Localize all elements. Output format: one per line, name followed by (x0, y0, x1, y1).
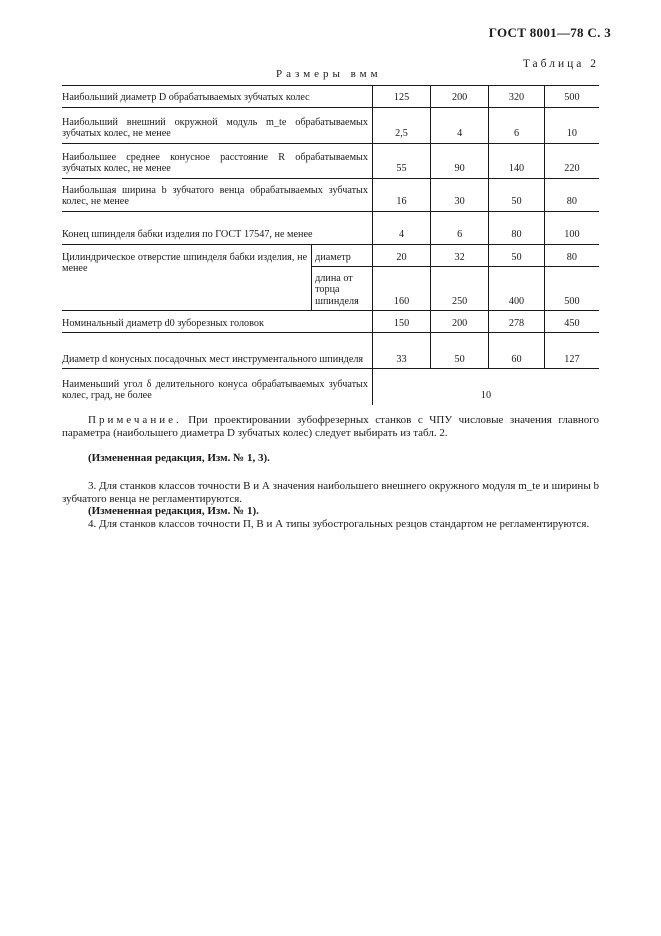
table-cell: 4 (431, 107, 489, 143)
table-cell: 6 (489, 107, 545, 143)
row-label: Конец шпинделя бабки изделия по ГОСТ 17547, не менее (62, 211, 372, 244)
table-row (62, 244, 599, 267)
table-cell: 80 (544, 178, 599, 211)
table-row (62, 369, 599, 405)
table-cell: 400 (489, 267, 545, 311)
row-label: Цилиндрическое отверстие шпинделя бабки изделия, не менее (62, 244, 312, 311)
paragraph-4 (62, 518, 599, 531)
table-cell: 50 (431, 333, 489, 369)
table-cell: 60 (489, 333, 545, 369)
table-cell: 127 (544, 333, 599, 369)
table-cell: 100 (544, 211, 599, 244)
table-cell: 55 (372, 143, 430, 178)
table-cell: 80 (544, 244, 599, 267)
parameters-table (62, 85, 599, 405)
table-cell: 278 (489, 311, 545, 333)
row-label: Номинальный диаметр d0 зуборезных головок (62, 311, 372, 333)
table-cell: 90 (431, 143, 489, 178)
row-label: Наибольший диаметр D обрабатываемых зубчатых колес (62, 86, 372, 108)
table-cell: 33 (372, 333, 430, 369)
note-paragraph (62, 414, 599, 439)
table-row (62, 86, 599, 108)
table-cell: 20 (372, 244, 430, 267)
table-cell: 80 (489, 211, 545, 244)
row-label: Наименьший угол δ делительного конуса обрабатываемых зубчатых колес, град, не более (62, 369, 372, 405)
table-cell: 6 (431, 211, 489, 244)
table-cell: 500 (564, 295, 580, 307)
edition-text: (Измененная редакция, Изм. № 1, 3). (88, 452, 270, 464)
paragraph-text: 3. Для станков классов точности В и А значения наибольшего внешнего окружного модуля m_te и ширины b зубчатого венца не регламентируются. (62, 480, 599, 505)
table-cell: 2,5 (372, 107, 430, 143)
table-cell: 50 (489, 178, 545, 211)
table-cell: 200 (431, 86, 489, 108)
table-cell: 320 (489, 86, 545, 108)
row-label: Наибольший внешний окружной модуль m_te обрабатываемых зубчатых колес, не менее (62, 107, 372, 143)
table-row (62, 107, 599, 143)
table-cell: 125 (372, 86, 430, 108)
sub-label: диаметр (312, 244, 373, 267)
table-row (62, 143, 599, 178)
table-cell: 10 (544, 107, 599, 143)
table-cell: 250 (431, 267, 489, 311)
edition-note-2 (62, 505, 599, 518)
note-label: Примечание. (88, 414, 182, 426)
table-cell: 450 (544, 311, 599, 333)
table-cell: 30 (431, 178, 489, 211)
note-text: При проектировании зубофрезерных станков с ЧПУ числовые значения главного параметра (наибольшего диаметра D зубчатых колес) следует выбирать из табл. 2. (62, 414, 600, 439)
row-label: Диаметр d конусных посадочных мест инструментального шпинделя (62, 333, 372, 369)
table-cell: 200 (431, 311, 489, 333)
table-cell: 220 (544, 143, 599, 178)
paragraph-text: 4. Для станков классов точности П, В и А типы зубострогальных резцов стандартом не регламентируются. (88, 518, 590, 530)
table-caption: Таблица 2 (522, 58, 599, 70)
sub-label: длина от торца шпинделя (312, 267, 373, 311)
table-cell: 4 (372, 211, 430, 244)
table-cell: 16 (372, 178, 430, 211)
table-row (62, 211, 599, 244)
table-cell: 500 (544, 86, 599, 108)
table-cell: 32 (431, 244, 489, 267)
table-row (62, 333, 599, 369)
table-cell: 50 (489, 244, 545, 267)
table-row (62, 311, 599, 333)
table-cell: 140 (489, 143, 545, 178)
row-label: Наибольшая ширина b зубчатого венца обрабатываемых зубчатых колес, не менее (62, 178, 372, 211)
paragraph-3 (62, 480, 599, 505)
table-cell: 10 (372, 369, 599, 405)
edition-text: (Измененная редакция, Изм. № 1). (88, 505, 259, 517)
table-cell: 160 (372, 267, 430, 311)
table-cell: 150 (372, 311, 430, 333)
table-row (62, 178, 599, 211)
edition-note-1 (62, 452, 599, 465)
page-header: ГОСТ 8001—78 С. 3 (488, 25, 611, 40)
units-caption: Размеры вмм (276, 68, 382, 80)
row-label: Наибольшее среднее конусное расстояние R обрабатываемых зубчатых колес, не менее (62, 143, 372, 178)
